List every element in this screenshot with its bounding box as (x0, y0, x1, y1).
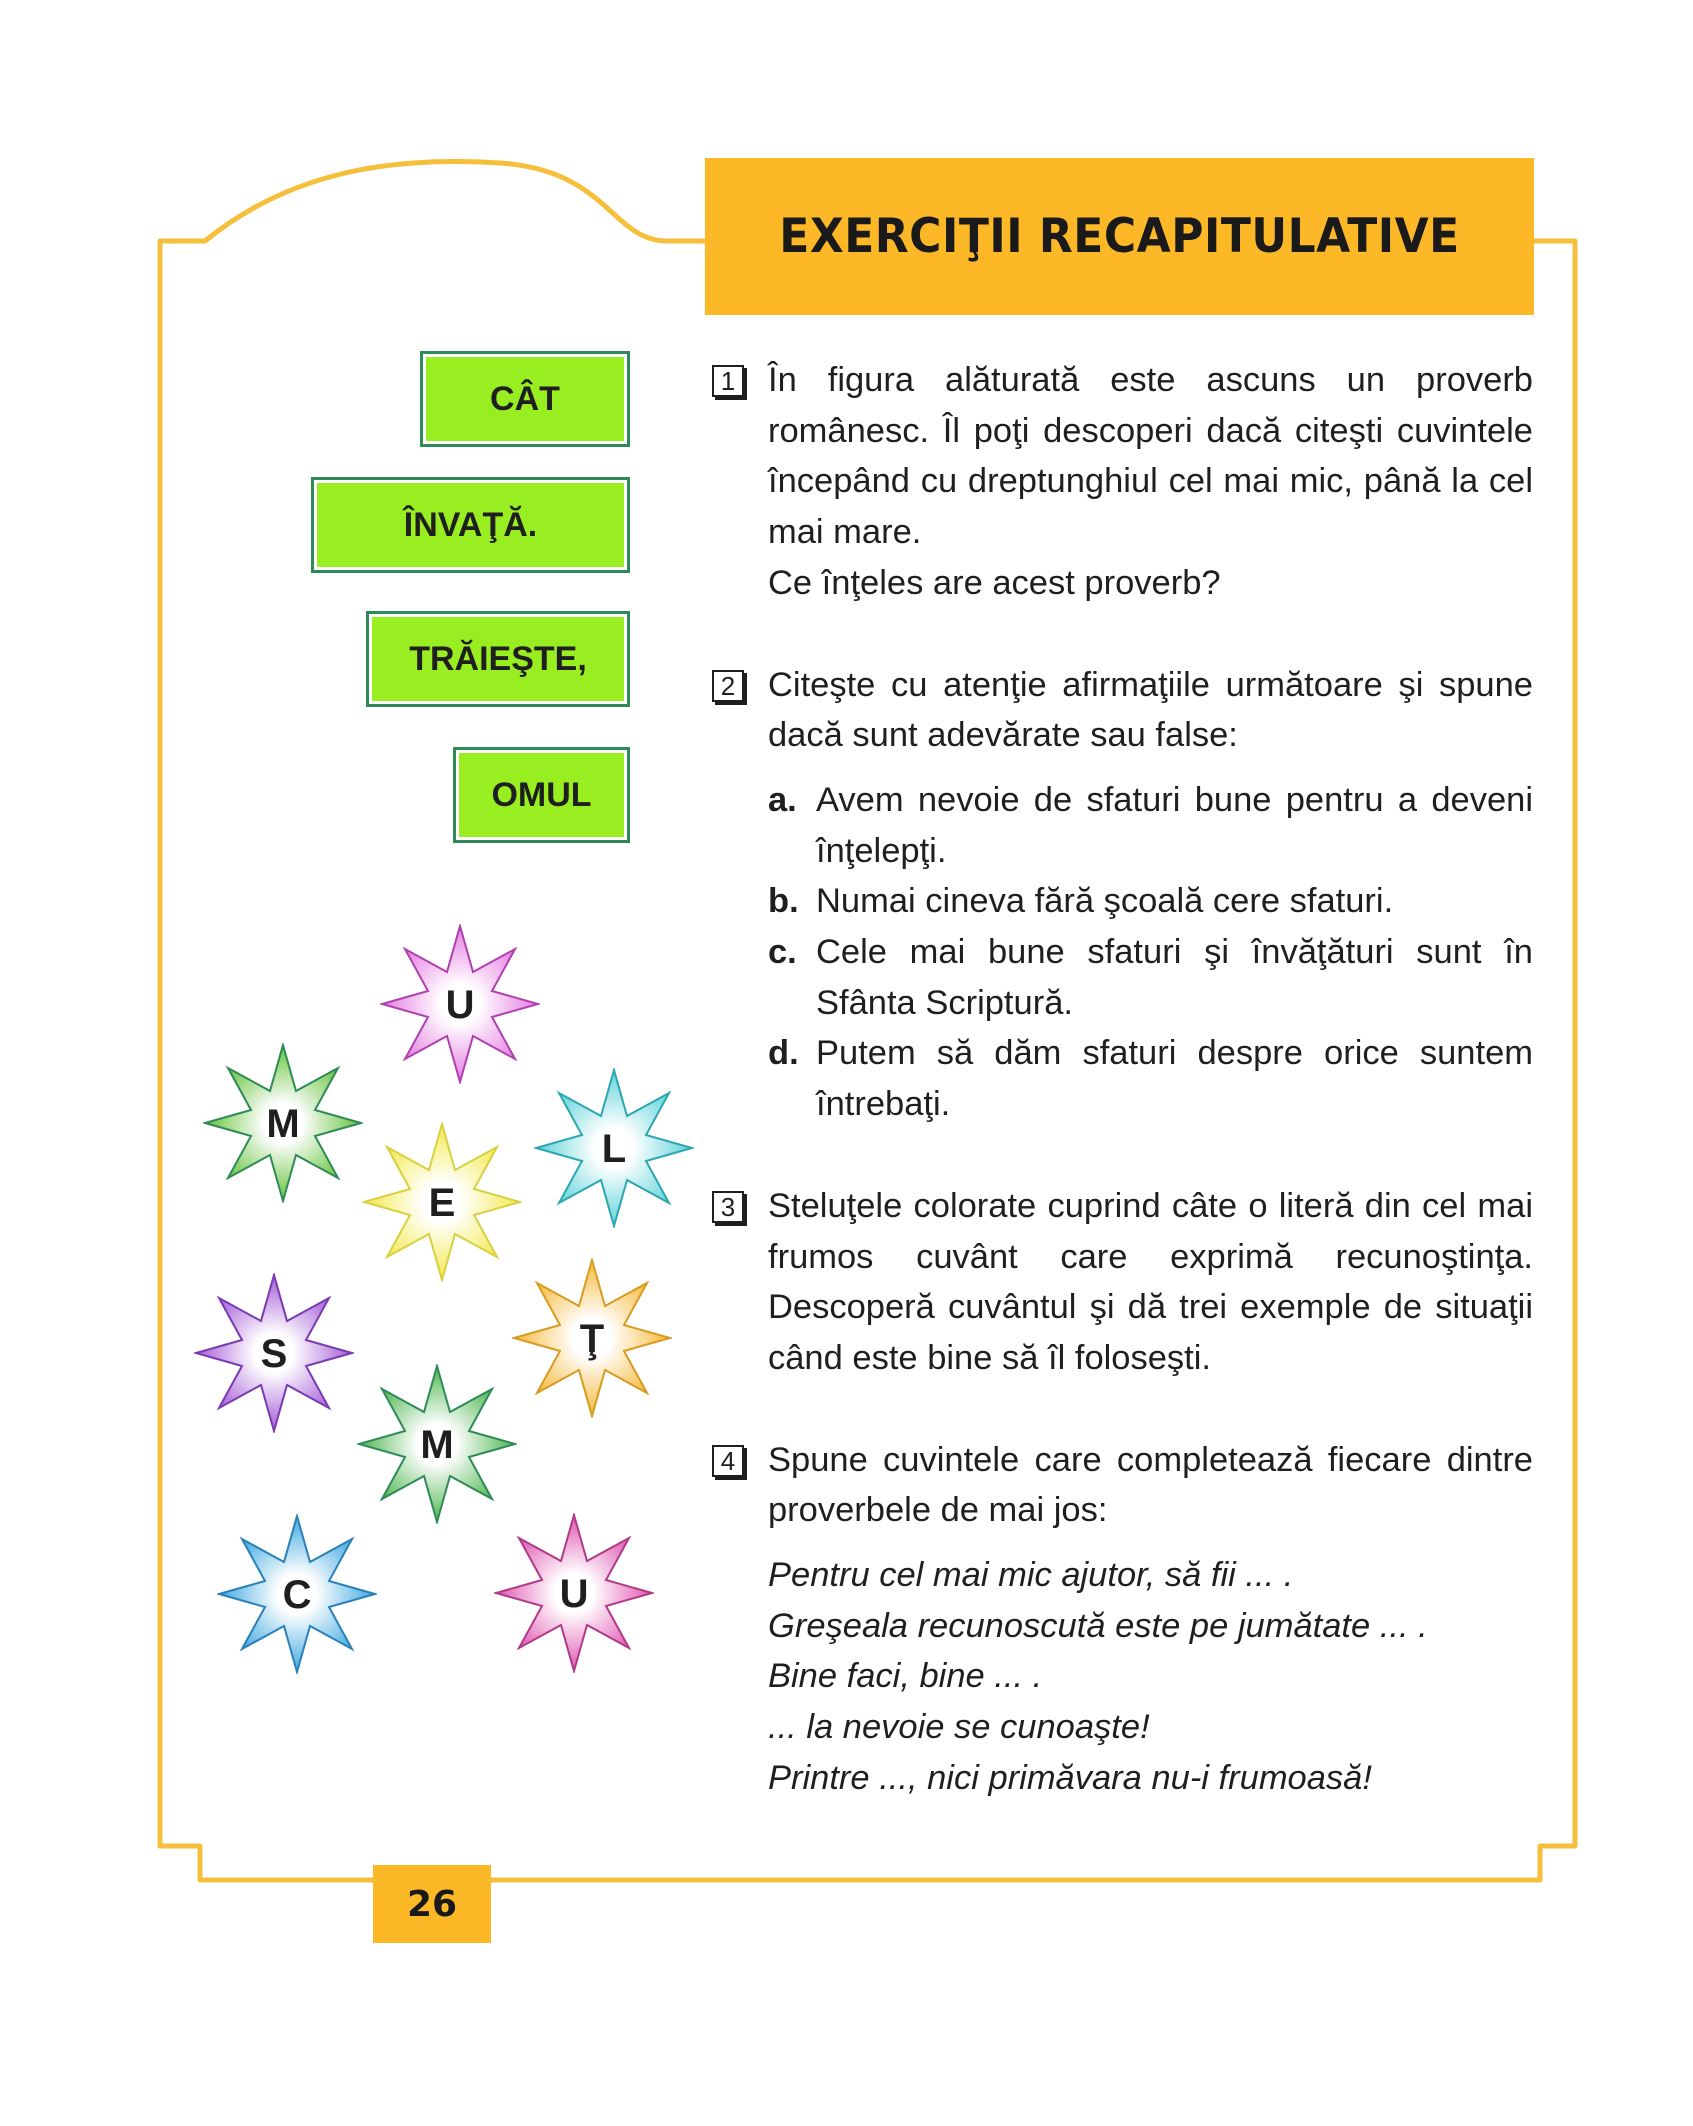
star-badge (362, 1122, 522, 1282)
word-label: CÂT (490, 379, 560, 418)
item-text: Avem nevoie de sfaturi bune pentru a deveni înţelepţi. (816, 780, 1533, 870)
exercise-number: 2 (712, 670, 744, 702)
star-letter: U (445, 983, 475, 1027)
star-letter: Ţ (579, 1317, 605, 1361)
star-badge (217, 1514, 377, 1674)
page-number: 26 (406, 1883, 458, 1925)
proverb-line: Bine faci, bine ... . (768, 1657, 1043, 1696)
exercise-number: 3 (712, 1191, 744, 1223)
exercise-3 (708, 1181, 1533, 1384)
word-box-traieste (369, 614, 627, 704)
star-badge (194, 1273, 354, 1433)
proverb-line: Pentru cel mai mic ajutor, să fii ... . (768, 1556, 1294, 1595)
proverb-line: Printre ..., nici primăvara nu-i frumoasă! (768, 1758, 1372, 1797)
star-letter: E (428, 1181, 456, 1225)
item-label: d. (768, 1034, 799, 1073)
star-letter: L (601, 1127, 627, 1171)
star-badge (512, 1258, 672, 1418)
list-item (768, 775, 1533, 876)
exercises-column (708, 355, 1533, 1804)
item-text: Numai cineva fără şcoală cere sfaturi. (816, 882, 1394, 921)
exercise-2 (708, 660, 1533, 1130)
exercise-number: 1 (712, 365, 744, 397)
exercise-text: Steluţele colorate cuprind câte o literă din cel mai frumos cuvânt care exprimă recunoştinţa. Descoperă cuvântul şi dă trei exemple de situaţii când este bine să îl foloseşti. (768, 1186, 1533, 1377)
statement-list (768, 775, 1533, 1130)
word-box-cat (423, 354, 627, 444)
word-box-omul (456, 750, 627, 840)
exercise-text: În figura alăturată este ascuns un proverb românesc. Îl poţi descoperi dacă citeşti cuvintele începând cu dreptunghiul cel mai mic, până la cel mai mare. (768, 361, 1533, 552)
proverb-line: Greşeala recunoscută este pe jumătate ... . (768, 1606, 1428, 1645)
word-label: TRĂIEŞTE, (409, 639, 587, 678)
star-letter: M (420, 1423, 454, 1467)
star-letter: C (282, 1573, 312, 1617)
item-text: Putem să dăm sfaturi despre orice suntem întrebaţi. (816, 1034, 1533, 1124)
star-letter: U (559, 1572, 589, 1616)
star-letter: M (266, 1102, 300, 1146)
star-badge (534, 1068, 694, 1228)
item-label: a. (768, 780, 797, 819)
title-banner (705, 158, 1534, 315)
proverb-line: ... la nevoie se cunoaşte! (768, 1708, 1150, 1747)
star-badge (203, 1043, 363, 1203)
item-label: c. (768, 933, 797, 972)
exercise-question: Ce înţeles are acest proverb? (768, 563, 1221, 602)
exercise-number: 4 (712, 1445, 744, 1477)
star-letter: S (260, 1332, 288, 1376)
word-label: OMUL (491, 775, 592, 814)
list-item (768, 1028, 1533, 1129)
list-item (768, 876, 1533, 927)
proverb-list (768, 1550, 1533, 1804)
word-label: ÎNVAŢĂ. (403, 505, 538, 544)
list-item (768, 927, 1533, 1028)
star-badge (494, 1513, 654, 1673)
exercise-text: Spune cuvintele care completează fiecare dintre proverbele de mai jos: (768, 1440, 1533, 1530)
exercise-4 (708, 1435, 1533, 1804)
star-badge (380, 924, 540, 1084)
star-badge (357, 1364, 517, 1524)
exercise-text: Citeşte cu atenţie afirmaţiile următoare şi spune dacă sunt adevărate sau false: (768, 665, 1533, 755)
word-box-invata (314, 480, 627, 570)
item-label: b. (768, 882, 799, 921)
item-text: Cele mai bune sfaturi şi învăţături sunt în Sfânta Scriptură. (816, 933, 1533, 1022)
page-title: EXERCIŢII RECAPITULATIVE (779, 208, 1460, 265)
page-number-badge (373, 1865, 491, 1943)
exercise-1 (708, 355, 1533, 609)
